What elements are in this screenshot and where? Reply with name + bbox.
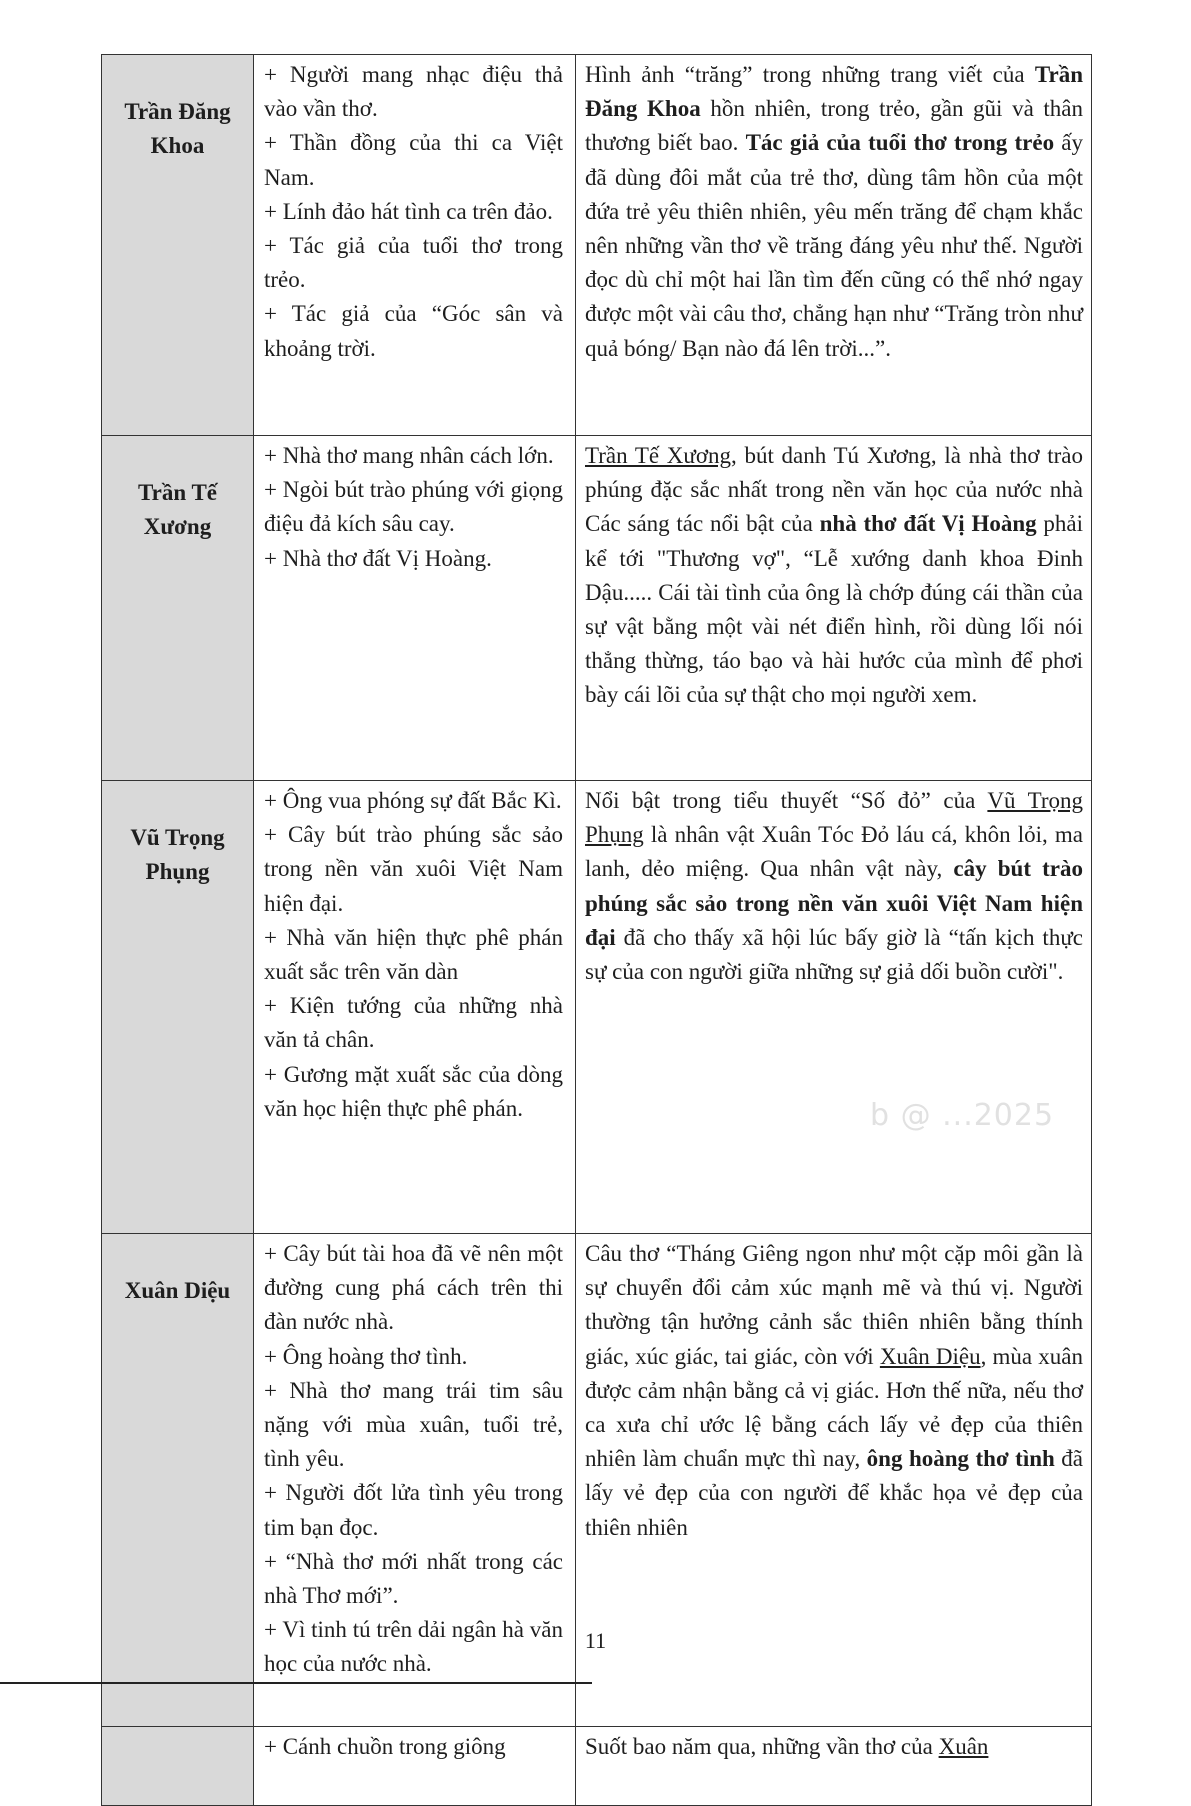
epithet-item: + Kiện tướng của những nhà văn tả chân.	[264, 993, 563, 1053]
author-row	[102, 781, 1092, 1234]
author-row	[102, 436, 1092, 781]
epithet-cell	[254, 436, 576, 781]
epithet-item: + Gương mặt xuất sắc của dòng văn học hiện thực phê phán.	[264, 1061, 563, 1121]
author-name-underlined: Trần Tế Xương	[585, 443, 732, 468]
author-name-line: Xương	[143, 514, 212, 539]
emphasis-text: ông hoàng thơ tình	[866, 1446, 1055, 1472]
emphasis-text: Trần Đăng Khoa	[585, 62, 1083, 122]
epithet-item: + Lính đảo hát tình ca trên đảo.	[264, 198, 553, 224]
description-cell	[576, 436, 1092, 781]
description-text: Nổi bật trong tiểu thuyết “Số đỏ” của	[585, 788, 988, 813]
description-cell	[576, 1727, 1092, 1806]
emphasis-text: cây bút trào phúng sắc sảo trong nền văn xuôi Việt Nam hiện đại	[585, 856, 1083, 950]
author-name-cell	[102, 1727, 254, 1806]
epithet-item: + Người mang nhạc điệu thả vào vần thơ.	[264, 62, 563, 122]
author-name-line: Xuân Diệu	[124, 1278, 231, 1303]
author-name-underlined: Xuân Diệu	[879, 1343, 981, 1369]
epithet-item: + Ông hoàng thơ tình.	[264, 1343, 468, 1369]
description-text: đã lấy vẻ đẹp của con người để khắc họa vẻ đẹp của thiên nhiên	[585, 1446, 1083, 1540]
epithet-item: + Tác giả của tuổi thơ trong trẻo.	[264, 233, 563, 293]
epithet-item: + Thần đồng của thi ca Việt Nam.	[264, 130, 563, 190]
author-name-line: Phụng	[145, 859, 210, 884]
author-name-underlined: Xuân	[938, 1734, 989, 1759]
description-text: phải kể tới "Thương vợ", “Lễ xướng danh khoa Đinh Dậu..... Cái tài tình của ông là chớp đúng cái thần của sự vật bằng một vài nét điển hình, rồi dùng lối nói thẳng thừng, táo bạo và hài hước của mình để phơi bày cái lõi của sự thật cho mọi người xem.	[585, 511, 1083, 708]
epithet-item: + Ngòi bút trào phúng với giọng điệu đả kích sâu cay.	[264, 477, 563, 537]
author-row	[102, 1727, 1092, 1806]
emphasis-text: Tác giả của tuổi thơ trong trẻo	[745, 130, 1055, 156]
epithet-item: + Ông vua phóng sự đất Bắc Kì.	[264, 788, 562, 813]
epithet-item: + Tác giả của “Góc sân và khoảng trời.	[264, 301, 563, 361]
author-name-line: Khoa	[150, 133, 205, 158]
epithet-item: + Nhà văn hiện thực phê phán xuất sắc trên văn dàn	[264, 924, 563, 985]
author-row	[102, 55, 1092, 436]
epithet-cell	[254, 55, 576, 436]
author-table	[101, 54, 1092, 1806]
description-text: ấy đã dùng đôi mắt của trẻ thơ, dùng tâm hồn của một đứa trẻ yêu thiên nhiên, yêu mến trăng để chạm khắc nên những vần thơ về trăng đáng yêu như thế. Người đọc dù chỉ một hai lần tìm đến cũng có thể nhớ ngay được một vài câu thơ, chẳng hạn như “Trăng tròn như quả bóng/ Bạn nào đá lên trời...”.	[585, 130, 1083, 361]
description-text: , bút danh Tú Xương, là nhà thơ trào phúng đặc sắc nhất trong nền văn học của nước nhà Các sáng tác nổi bật của	[585, 443, 1083, 537]
author-name-line: Trần Tế	[137, 480, 218, 505]
description-text: Hình ảnh “trăng” trong những trang viết của	[585, 62, 1035, 87]
epithet-item: + Cánh chuồn trong giông	[264, 1734, 506, 1759]
description-text: Câu thơ “Tháng Giêng ngon như một cặp môi gần là sự chuyển đổi cảm xúc mạnh mẽ và thú vị. Người thường tận hưởng cảnh sắc thiên nhiên bằng thính giác, xúc giác, tai giác, còn với	[585, 1241, 1083, 1369]
epithet-cell	[254, 1727, 576, 1806]
epithet-item: + Nhà thơ mang trái tim sâu nặng với mùa xuân, tuổi trẻ, tình yêu.	[264, 1377, 563, 1472]
epithet-item: + Vì tinh tú trên dải ngân hà văn học của nước nhà.	[264, 1617, 563, 1677]
author-name-line: Vũ Trọng	[130, 825, 225, 850]
author-name-cell	[102, 55, 254, 436]
description-text: hồn nhiên, trong trẻo, gần gũi và thân thương biết bao.	[585, 96, 1084, 156]
author-name-cell	[102, 436, 254, 781]
epithet-item: + Nhà thơ đất Vị Hoàng.	[264, 545, 492, 571]
description-text: Suốt bao năm qua, những vần thơ của	[585, 1734, 939, 1759]
description-text: đã cho thấy xã hội lúc bấy giờ là “tấn kịch thực sự của con người giữa những sự giả dối buồn cười".	[585, 924, 1083, 985]
epithet-item: + Nhà thơ mang nhân cách lớn.	[264, 443, 554, 468]
epithet-item: + Cây bút tài hoa đã vẽ nên một đường cung phá cách trên thi đàn nước nhà.	[264, 1241, 563, 1335]
epithet-item: + Người đốt lửa tình yêu trong tim bạn đọc.	[264, 1480, 563, 1540]
bottom-rule	[0, 1682, 592, 1684]
author-name-cell	[102, 781, 254, 1234]
author-table-body	[102, 55, 1092, 1806]
epithet-item: + Cây bút trào phúng sắc sảo trong nền văn xuôi Việt Nam hiện đại.	[264, 822, 563, 916]
emphasis-text: nhà thơ đất Vị Hoàng	[819, 511, 1037, 537]
epithet-item: + “Nhà thơ mới nhất trong các nhà Thơ mới”.	[264, 1548, 563, 1609]
page-number: 11	[584, 1628, 607, 1653]
description-cell	[576, 55, 1092, 436]
author-name-underlined: Vũ Trọng Phụng	[585, 788, 1083, 848]
description-cell	[576, 781, 1092, 1234]
author-name-line: Trần Đăng	[124, 99, 231, 124]
epithet-cell	[254, 781, 576, 1234]
description-text: , mùa xuân được cảm nhận bằng cả vị giác. Hơn thế nữa, nếu thơ ca xưa chỉ ước lệ bằng cách lấy vẻ đẹp của thiên nhiên làm chuẩn mực thì nay,	[585, 1343, 1084, 1472]
watermark: b @ ...2025	[870, 1098, 1055, 1133]
page-content	[101, 54, 1091, 1806]
description-text: là nhân vật Xuân Tóc Đỏ láu cá, khôn lỏi, ma lanh, dẻo miệng. Qua nhân vật này,	[585, 822, 1083, 882]
